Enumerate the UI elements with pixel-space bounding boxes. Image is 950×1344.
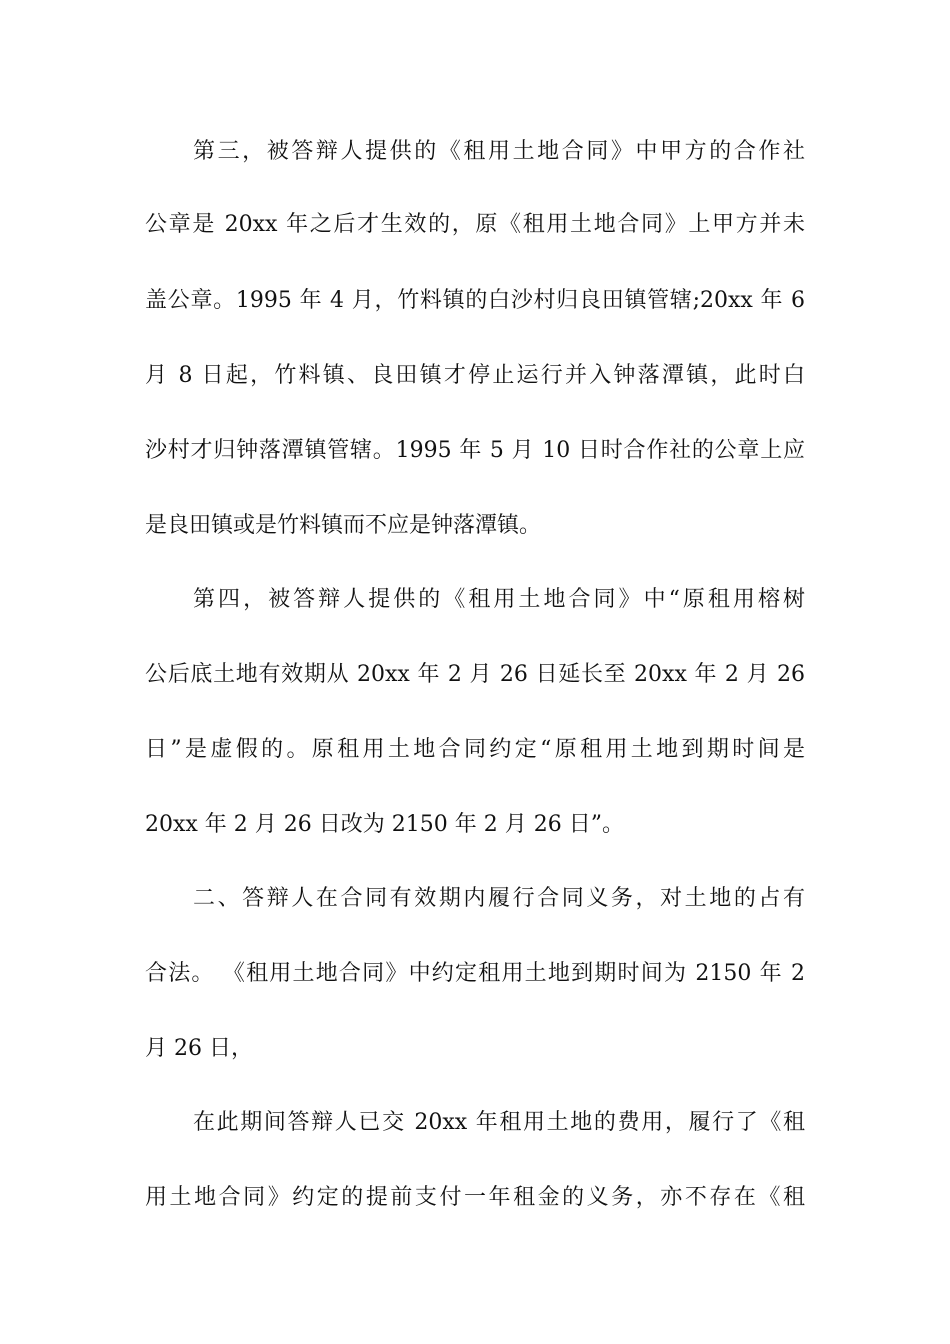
paragraph-2-line-3: 日”是虚假的。原租用土地合同约定“原租用土地到期时间是 (145, 737, 805, 762)
paragraph-1-line-6: 是良田镇或是竹料镇而不应是钟落潭镇。 (145, 513, 542, 538)
paragraph-1-line-3: 盖公章。1995 年 4 月，竹料镇的白沙村归良田镇管辖;20xx 年 6 (145, 288, 805, 313)
paragraph-2-line-4: 20xx 年 2 月 26 日改为 2150 年 2 月 26 日”。 (145, 812, 624, 837)
paragraph-3-line-3: 月 26 日， (145, 1036, 253, 1061)
paragraph-3-line-1: 二、答辩人在合同有效期内履行合同义务，对土地的占有 (193, 886, 805, 911)
paragraph-3-line-2: 合法。 《租用土地合同》中约定租用土地到期时间为 2150 年 2 (145, 961, 805, 986)
paragraph-1-line-5: 沙村才归钟落潭镇管辖。1995 年 5 月 10 日时合作社的公章上应 (145, 438, 805, 463)
paragraph-1-line-2: 公章是 20xx 年之后才生效的，原《租用土地合同》上甲方并未 (145, 212, 805, 237)
paragraph-1-line-4: 月 8 日起，竹料镇、良田镇才停止运行并入钟落潭镇，此时白 (145, 363, 805, 388)
paragraph-2-line-1: 第四，被答辩人提供的《租用土地合同》中“原租用榕树 (193, 587, 805, 612)
paragraph-2-line-2: 公后底土地有效期从 20xx 年 2 月 26 日延长至 20xx 年 2 月 26 (145, 662, 805, 687)
paragraph-1-line-1: 第三，被答辩人提供的《租用土地合同》中甲方的合作社 (193, 139, 805, 164)
paragraph-4-line-2: 用土地合同》约定的提前支付一年租金的义务，亦不存在《租 (145, 1185, 805, 1210)
paragraph-4-line-1: 在此期间答辩人已交 20xx 年租用土地的费用，履行了《租 (193, 1110, 805, 1135)
